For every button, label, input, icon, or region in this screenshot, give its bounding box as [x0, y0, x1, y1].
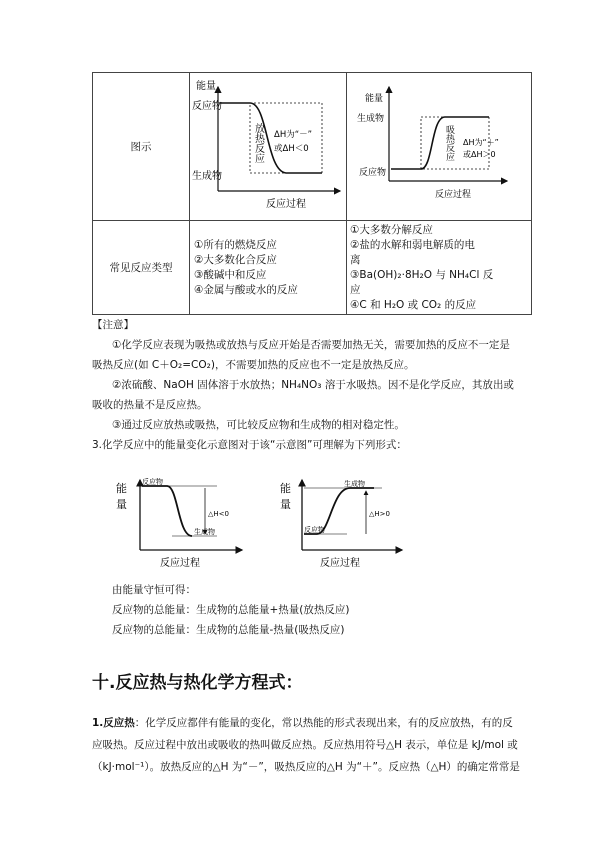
note-p2a: ②浓硫酸、NaOH 固体溶于水放热；NH₄NO₃ 溶于水吸热。因不是化学反应，其放出或	[112, 379, 514, 391]
energy-figures	[112, 458, 492, 570]
conservation-intro: 由能量守恒可得：	[112, 584, 196, 596]
list-item: ③酸碱中和反应	[194, 268, 267, 281]
dh-line2: 或ΔH＜0	[274, 144, 309, 154]
endo-diagram-cell	[347, 73, 532, 221]
def-line1	[92, 716, 522, 730]
list-item: 应	[350, 283, 361, 296]
exo-diagram-cell	[190, 73, 347, 221]
reactant-label: 反应物	[359, 168, 387, 178]
vertical-label: 放热反应	[252, 123, 264, 163]
reactant-label: 反应物	[192, 101, 222, 112]
note-p1a: ①化学反应表现为吸热或放热与反应开始是否需要加热无关，需要加热的反应不一定是	[112, 339, 510, 351]
dh-line2: 或ΔH＞0	[463, 150, 496, 159]
list-item: ①所有的燃烧反应	[194, 238, 277, 251]
dh-line1: ΔH为“－”	[274, 130, 313, 140]
list-item: ③Ba(OH)₂·8H₂O 与 NH₄Cl 反	[350, 268, 494, 281]
list-item: ①大多数分解反应	[350, 223, 433, 236]
y-axis-label: 能量	[196, 81, 216, 92]
endo-types-cell	[347, 221, 532, 315]
row-label-diagram: 图示	[93, 73, 190, 221]
list-item: 离	[350, 253, 361, 266]
point3-text: 3.化学反应中的能量变化示意图对于该“示意图”可理解为下列形式：	[92, 439, 407, 451]
x-axis-label: 反应过程	[320, 558, 360, 569]
conservation-line2: 反应物的总能量：生成物的总能量-热量(吸热反应)	[112, 624, 345, 636]
y-label-1: 能	[280, 482, 291, 495]
exo-energy-diagram	[190, 73, 346, 217]
reaction-heat-table	[92, 72, 532, 315]
endo-figure	[280, 479, 402, 569]
endo-energy-diagram	[347, 73, 531, 217]
note-p2b: 吸收的热量不是反应热。	[92, 399, 208, 411]
note-p3: ③通过反应放热或吸热，可比较反应物和生成物的相对稳定性。	[112, 419, 405, 431]
dh-line1: ΔH为“＋”	[463, 138, 499, 147]
list-item: ④金属与酸或水的反应	[194, 283, 298, 296]
energy-curve	[142, 486, 192, 536]
def-l1: ：化学反应都伴有能量的变化，常以热能的形式表现出来，有的反应放热，有的反	[134, 717, 513, 729]
list-item: ②盐的水解和弱电解质的电	[350, 238, 475, 251]
list-item: ②大多数化合反应	[194, 253, 277, 266]
y-axis-label: 能量	[365, 94, 384, 104]
vertical-label: 吸热反应	[444, 125, 454, 161]
product-label: 生成物	[344, 480, 365, 488]
def-line3: （kJ·mol⁻¹）。放热反应的△H 为“－”，吸热反应的△H 为“＋”。反应热（△H）的确定常常是	[92, 761, 520, 773]
conservation-line1: 反应物的总能量：生成物的总能量+热量(放热反应)	[112, 604, 350, 616]
list-item: ④C 和 H₂O 或 CO₂ 的反应	[350, 298, 477, 311]
def-lead: 1.反应热	[92, 717, 135, 729]
reactant-label: 反应物	[142, 478, 163, 486]
dh-label: △H<0	[208, 510, 229, 518]
section-title: 十.反应热与热化学方程式：	[92, 673, 303, 693]
reactant-label: 反应物	[304, 526, 325, 534]
exo-types-cell	[190, 221, 347, 315]
note-title: 【注意】	[92, 319, 134, 331]
y-label-2: 量	[280, 498, 291, 511]
product-label: 生成物	[194, 528, 215, 536]
x-axis-label: 反应过程	[435, 190, 472, 200]
x-axis-label: 反应过程	[160, 558, 200, 569]
exo-figure	[116, 477, 242, 569]
row-label-types: 常见反应类型	[93, 221, 190, 315]
note-p1b: 吸热反应(如 C＋O₂=CO₂)，不需要加热的反应也不一定是放热反应。	[92, 359, 415, 371]
y-label-1: 能	[116, 482, 127, 495]
dh-label: △H>0	[369, 510, 390, 518]
x-axis-label: 反应过程	[266, 199, 306, 210]
product-label: 生成物	[357, 114, 385, 124]
product-label: 生成物	[192, 171, 222, 182]
def-line2: 应吸热。反应过程中放出或吸收的热叫做反应热。反应热用符号△H 表示，单位是 kJ/mol 或	[92, 739, 518, 751]
y-label-2: 量	[116, 498, 127, 511]
